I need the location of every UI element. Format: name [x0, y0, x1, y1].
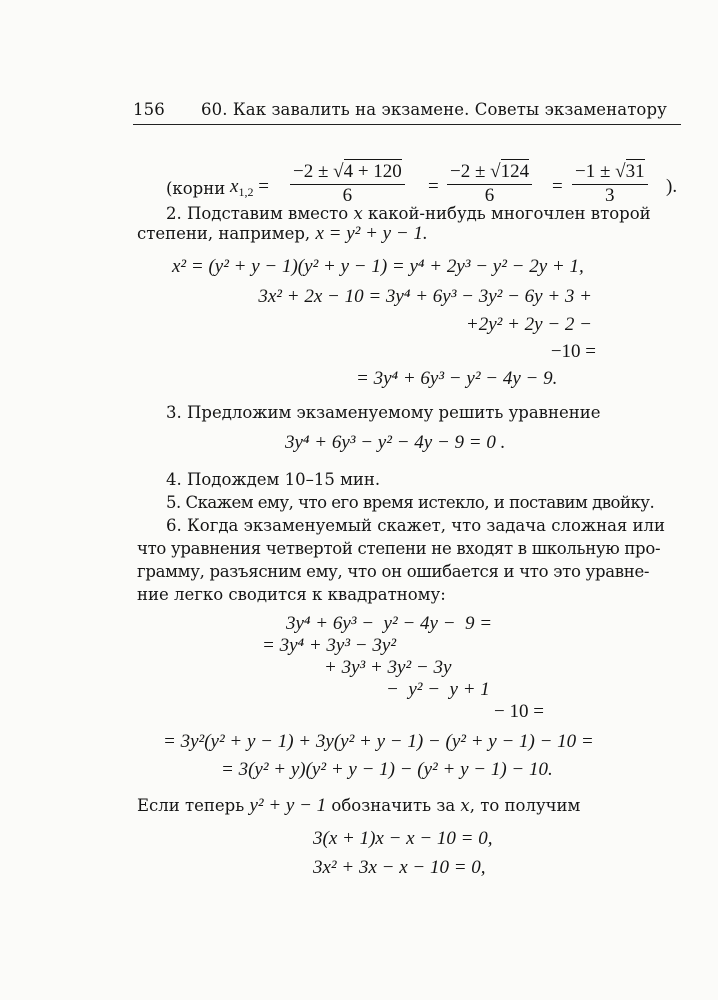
roots-prefix: (корни: [166, 179, 226, 198]
step-6-line-1: 6. Когда экзаменуемый скажет, что задача сложная или: [166, 516, 666, 535]
step-6-line-3: грамму, разъясним ему, что он ошибается и что это уравне-: [137, 562, 650, 581]
quartic-equation: 3y⁴ + 6y³ − y² − 4y − 9 = 0 .: [285, 432, 506, 453]
step-2-text-a: 2. Подставим вместо: [166, 204, 354, 223]
roots-subscript: 1,2: [238, 185, 254, 199]
equals-1: =: [428, 176, 439, 197]
eq2-row-6: = 3y²(y² + y − 1) + 3y(y² + y − 1) − (y² + y − 1) − 10 =: [163, 731, 594, 752]
eq1-row-5: = 3y⁴ + 6y³ − y² − 4y − 9.: [356, 368, 558, 389]
conclusion-text-b: обозначить за: [326, 796, 461, 815]
step-2-line-2: [137, 224, 428, 244]
roots-variable: $x_{1,2}$ =: [230, 176, 269, 199]
fraction-1: $\frac{-2 \pm √4 + 120}{6}$: [290, 161, 405, 207]
fraction-1-denominator: 6: [342, 185, 353, 206]
eq1-row-1: x² = (y² + y − 1)(y² + y − 1) = y⁴ + 2y³ − y² − 2y + 1,: [172, 256, 584, 277]
chapter-title: 60. Как завалить на экзамене. Советы экзаменатору: [201, 100, 667, 119]
radicand-1: 4 + 120: [343, 161, 402, 182]
fraction-2: $\frac{-2 \pm √124}{6}$: [447, 161, 532, 207]
equals-2: =: [552, 176, 563, 197]
final-eq-1: 3(x + 1)x − x − 10 = 0,: [313, 828, 493, 849]
eq2-row-2: = 3y⁴ + 3y³ − 3y²: [262, 635, 397, 656]
step-2-x: x: [353, 204, 363, 223]
eq2-row-3: + 3y³ + 3y² − 3y: [324, 657, 452, 678]
radicand-2: 124: [500, 161, 530, 182]
page-number: 156: [133, 100, 165, 119]
step-6-line-4: ние легко сводится к квадратному:: [137, 585, 446, 604]
eq2-row-4: − y² − y + 1: [386, 679, 490, 700]
fraction-1-numerator: −2 ±: [293, 161, 334, 182]
eq1-row-4: −10 =: [550, 341, 596, 362]
conclusion-text-c: , то получим: [469, 796, 581, 815]
running-header: [133, 100, 681, 125]
step-3: 3. Предложим экзаменуемому решить уравнение: [166, 403, 601, 422]
fraction-2-denominator: 6: [484, 185, 495, 206]
step-2-text-c: степени, например,: [137, 224, 316, 243]
eq2-row-5: − 10 =: [494, 701, 544, 722]
step-2-substitution: x = y² + y − 1.: [315, 223, 428, 244]
final-eq-2: 3x² + 3x − x − 10 = 0,: [313, 857, 486, 878]
fraction-3-numerator: −1 ±: [575, 161, 616, 182]
eq1-row-3: +2y² + 2y − 2 −: [465, 314, 592, 335]
radicand-3: 31: [625, 161, 645, 182]
roots-x: x: [230, 176, 239, 197]
eq1-row-2: 3x² + 2x − 10 = 3y⁴ + 6y³ − 3y² − 6y + 3 +: [258, 286, 592, 307]
fraction-2-numerator: −2 ±: [450, 161, 491, 182]
conclusion-expression: y² + y − 1: [249, 795, 327, 816]
conclusion-line: [137, 796, 580, 816]
eq2-row-7: = 3(y² + y)(y² + y − 1) − (y² + y − 1) − 10.: [221, 759, 553, 780]
step-4: 4. Подождем 10–15 мин.: [166, 470, 381, 489]
step-2-line-1: [166, 204, 651, 224]
step-5: 5. Скажем ему, что его время истекло, и поставим двойку.: [166, 493, 655, 512]
conclusion-text-a: Если теперь: [137, 796, 250, 815]
conclusion-x: x: [460, 796, 470, 815]
eq2-row-1: 3y⁴ + 6y³ − y² − 4y − 9 =: [286, 613, 493, 634]
fraction-3-denominator: 3: [605, 185, 615, 206]
fraction-3: $\frac{-1 \pm √31}{3}$: [572, 161, 648, 207]
step-2-text-b: какой-нибудь многочлен второй: [362, 204, 651, 223]
step-6-line-2: что уравнения четвертой степени не входят в школьную про-: [137, 539, 661, 558]
roots-suffix: ).: [666, 176, 678, 197]
